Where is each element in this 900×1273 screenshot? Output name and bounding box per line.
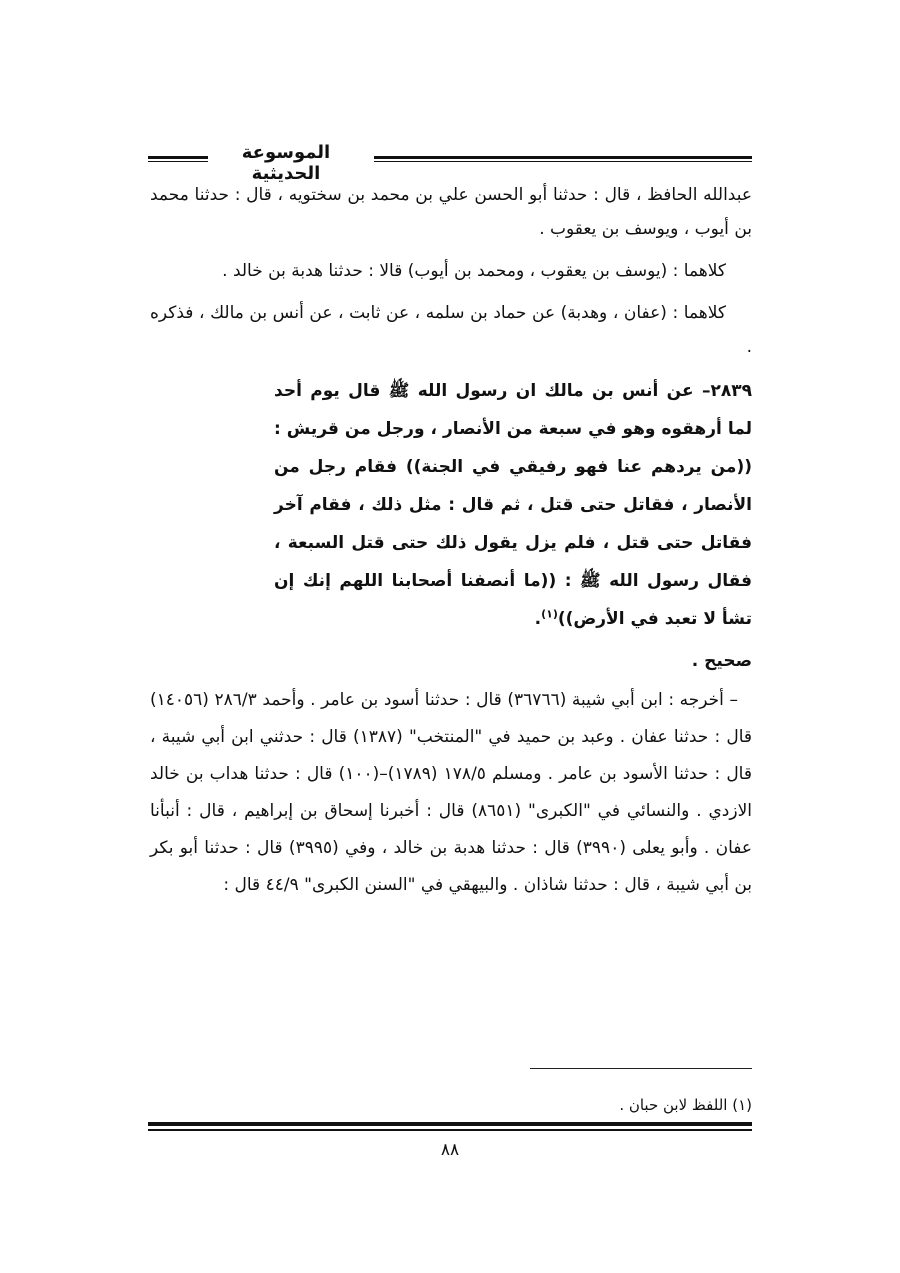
- hadith-end: .: [534, 609, 542, 629]
- isnad-paragraph-3: كلاهما : (عفان ، وهدبة) عن حماد بن سلمه ، عن ثابت ، عن أنس بن مالك ، فذكره .: [150, 303, 752, 357]
- running-title: الموسوعة الحديثية: [241, 142, 331, 184]
- footnote-1: (١) اللفظ لابن حبان .: [619, 1096, 752, 1114]
- footer-rule: [148, 1122, 752, 1131]
- takhrij-paragraph: – أخرجه : ابن أبي شيبة (٣٦٧٦٦) قال : حدثنا أسود بن عامر . وأحمد ٢٨٦/٣ (١٤٠٥٦) قال : حدثنا عفان . وعبد بن حميد في "المنتخب" (١٣٨٧) قال : حدثني ابن أبي شيبة ، قال : حدثنا الأسود بن عامر . ومسلم ١٧٨/٥ (١٧٨٩)–(١٠٠) قال : حدثنا هداب بن خالد الازدي . والنسائي في "الكبرى" (٨٦٥١) قال : أخبرنا إسحاق بن إبراهيم ، قال : أنبأنا عفان . وأبو يعلى (٣٩٩٠) قال : حدثنا هدبة بن خالد ، وفي (٣٩٩٥) قال : حدثنا أبو بكر بن أبي شيبة ، قال : حدثنا شاذان . والبيهقي في "السنن الكبرى" ٤٤/٩ قال :: [150, 690, 753, 895]
- header-rule-right: [374, 156, 752, 162]
- isnad-paragraph-1: عبدالله الحافظ ، قال : حدثنا أبو الحسن علي بن محمد بن سختويه ، قال : حدثنا محمد بن أيوب ، ويوسف بن يعقوب .: [150, 185, 752, 239]
- header-rule-left: [148, 156, 208, 162]
- footnote-separator: [530, 1068, 752, 1069]
- hadith-text: عن أنس بن مالك ان رسول الله ﷺ قال يوم أحد لما أرهقوه وهو في سبعة من الأنصار ، ورجل من قريش : ((من يردهم عنا فهو رفيقي في الجنة)) فقام رجل من الأنصار ، فقاتل حتى قتل ، ثم قال : مثل ذلك ، فقام آخر فقاتل حتى قتل ، فلم يزل يقول ذلك حتى قتل السبعة ، فقال رسول الله ﷺ : ((ما أنصفنا أصحابنا اللهم إنك إن تشأ لا تعبد في الأرض)): [274, 381, 752, 629]
- hadith-number: ٢٨٣٩–: [701, 381, 752, 401]
- footnote-reference[interactable]: (١): [541, 607, 558, 621]
- page-body: [150, 178, 752, 921]
- page-header: [148, 140, 752, 184]
- page-number: ٨٨: [440, 1140, 460, 1160]
- hadith-grade: صحيح .: [691, 651, 752, 671]
- hadith-entry: [150, 372, 752, 638]
- isnad-paragraph-2: كلاهما : (يوسف بن يعقوب ، ومحمد بن أيوب) قالا : حدثنا هدبة بن خالد .: [222, 261, 726, 281]
